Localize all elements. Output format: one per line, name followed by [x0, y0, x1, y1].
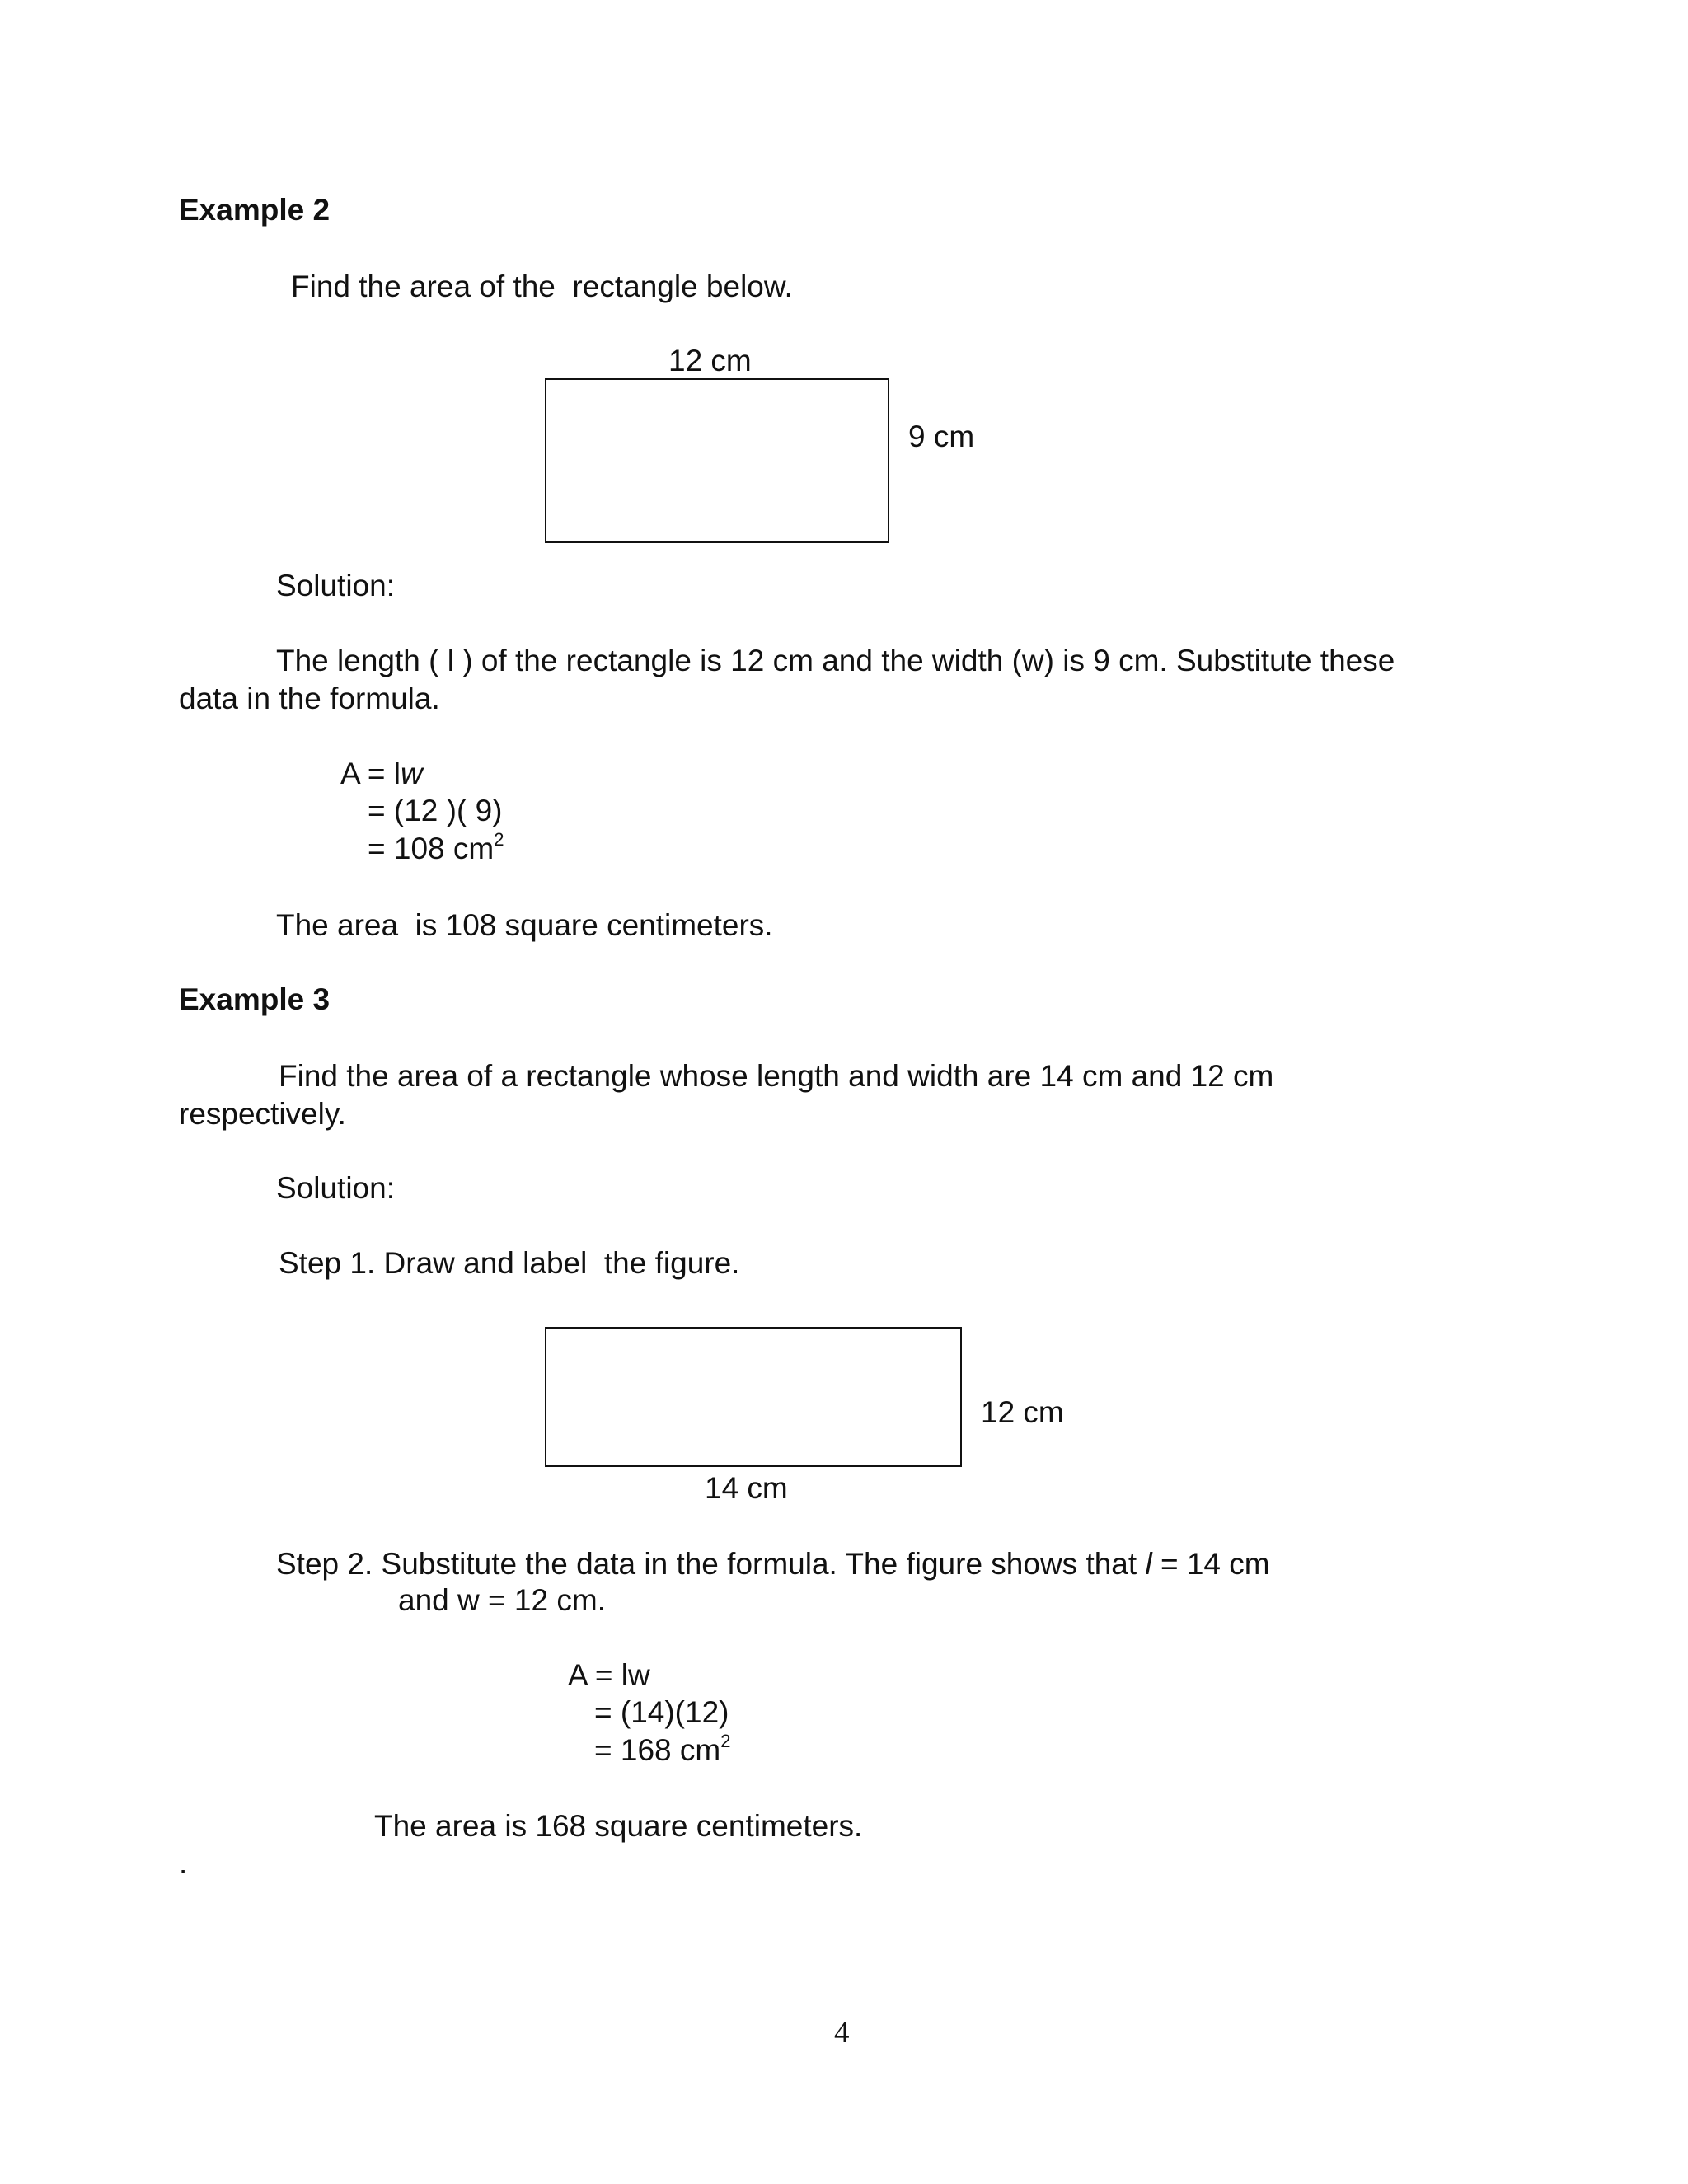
stray-period: . [179, 1846, 188, 1880]
formula-line-3 [368, 830, 504, 867]
example-3-step-1: Step 1. Draw and label the figure. [279, 1246, 740, 1280]
example-3-heading: Example 3 [179, 982, 331, 1016]
example-2-solution-label: Solution: [276, 569, 395, 602]
step-2-text: Step 2. Substitute the data in the formula. The figure shows that [276, 1547, 1146, 1581]
formula-line-2: = (12 )( 9) [368, 794, 503, 827]
example-2-heading: Example 2 [179, 193, 331, 227]
formula-line-1: A = lw [568, 1658, 650, 1692]
rectangle-width-label: 12 cm [981, 1395, 1064, 1429]
example-3-problem-line-2: respectively. [179, 1097, 346, 1131]
page-number: 4 [834, 2016, 850, 2050]
formula-text: = 108 cm [368, 832, 495, 865]
step-2-text-end: = 14 cm [1151, 1547, 1270, 1581]
example-2-conclusion: The area is 108 square centimeters. [276, 908, 773, 942]
formula-exponent: 2 [720, 1731, 731, 1751]
rectangle-shape [545, 378, 889, 543]
step-2-variable: l [1145, 1547, 1152, 1581]
example-2-explanation-line-2: data in the formula. [179, 682, 440, 715]
formula-line-1 [340, 755, 423, 792]
example-3-solution-label: Solution: [276, 1171, 395, 1205]
formula-variable: w [401, 757, 423, 790]
example-2-explanation-line-1: The length ( l ) of the rectangle is 12 cm and the width (w) is 9 cm. Substitute these [276, 644, 1395, 677]
rectangle-length-label: 14 cm [705, 1471, 788, 1505]
example-3-problem-line-1: Find the area of a rectangle whose length and width are 14 cm and 12 cm [279, 1059, 1274, 1093]
example-3-step-2-line-1 [276, 1545, 1270, 1582]
formula-line-3 [594, 1732, 730, 1769]
rectangle-length-label: 12 cm [668, 344, 752, 377]
formula-text: = 168 cm [594, 1733, 721, 1767]
formula-line-2: = (14)(12) [594, 1695, 729, 1729]
rectangle-shape [545, 1327, 962, 1467]
example-3-conclusion: The area is 168 square centimeters. [374, 1809, 863, 1843]
formula-exponent: 2 [494, 829, 504, 850]
example-2-problem: Find the area of the rectangle below. [291, 269, 793, 303]
rectangle-width-label: 9 cm [908, 419, 975, 453]
example-3-step-2-line-2: and w = 12 cm. [398, 1583, 606, 1617]
formula-text: A = l [340, 757, 401, 790]
